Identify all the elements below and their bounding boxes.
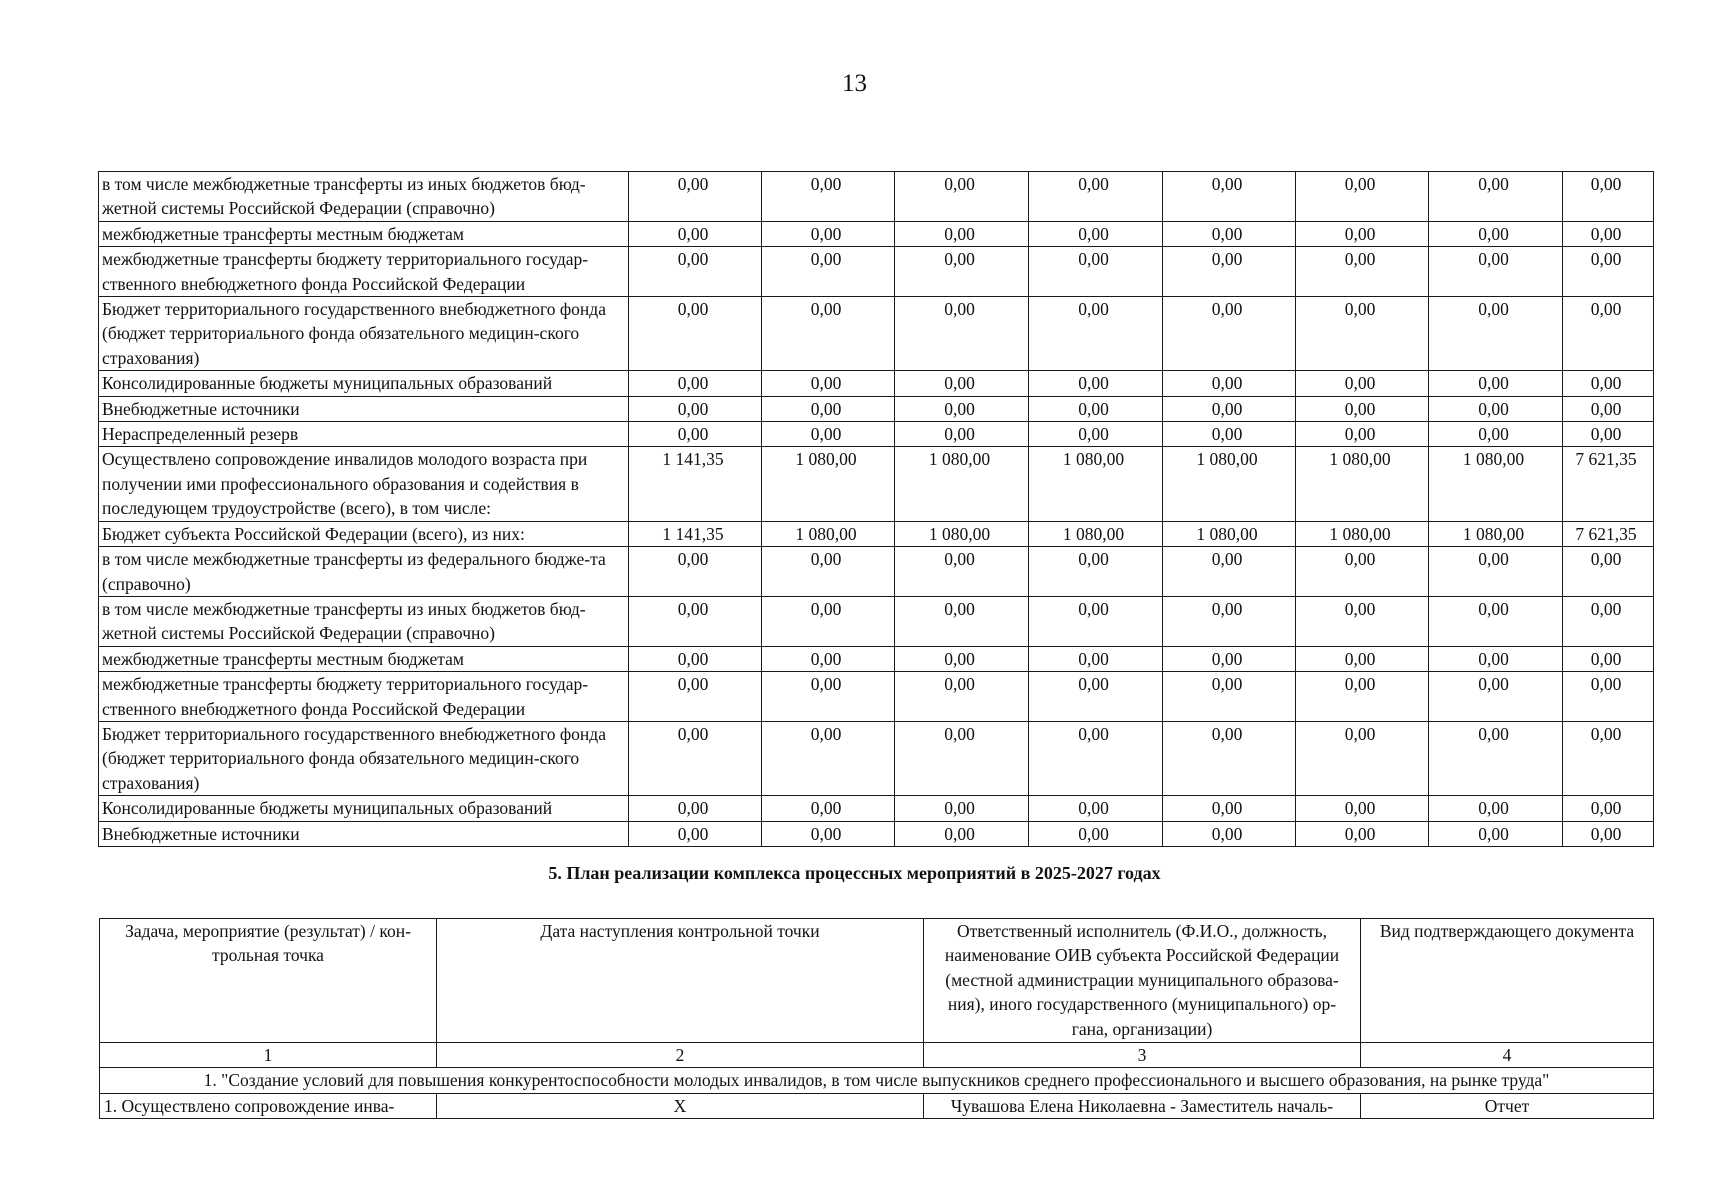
header-task: Задача, мероприятие (результат) / кон-трольная точка: [100, 919, 437, 1043]
value-cell: 0,00: [895, 547, 1029, 597]
value-cell: 0,00: [1029, 646, 1163, 671]
value-cell: 0,00: [1296, 672, 1429, 722]
total-cell: 0,00: [1563, 422, 1654, 447]
value-cell: 1 080,00: [895, 521, 1029, 546]
item-date: Х: [437, 1093, 924, 1118]
value-cell: 0,00: [629, 371, 762, 396]
row-label: Бюджет субъекта Российской Федерации (всего), из них:: [99, 521, 629, 546]
page-number: 13: [842, 70, 867, 97]
value-cell: 1 080,00: [1429, 521, 1563, 546]
column-number: 4: [1361, 1043, 1654, 1068]
value-cell: 0,00: [895, 371, 1029, 396]
value-cell: 0,00: [1029, 221, 1163, 246]
value-cell: 0,00: [1163, 172, 1296, 222]
value-cell: 0,00: [1296, 297, 1429, 371]
value-cell: 0,00: [629, 596, 762, 646]
value-cell: 0,00: [1163, 796, 1296, 821]
row-label: в том числе межбюджетные трансферты из федерального бюдже-та (справочно): [99, 547, 629, 597]
value-cell: 0,00: [762, 172, 895, 222]
total-cell: 0,00: [1563, 247, 1654, 297]
value-cell: 0,00: [895, 247, 1029, 297]
task-title: 1. "Создание условий для повышения конкурентоспособности молодых инвалидов, в том числе выпускников среднего профессионального и высшего образования, на рынке труда": [100, 1068, 1654, 1093]
plan-table: [99, 918, 1654, 1119]
value-cell: 0,00: [1296, 721, 1429, 795]
value-cell: 0,00: [1163, 821, 1296, 846]
table-row: [99, 672, 1654, 722]
table-row: [99, 521, 1654, 546]
row-label: Осуществлено сопровождение инвалидов молодого возраста при получении ими профессионального образования и содействия в последующем трудоустройстве (всего), в том числе:: [99, 447, 629, 521]
value-cell: 1 080,00: [1163, 447, 1296, 521]
value-cell: 0,00: [629, 297, 762, 371]
value-cell: 1 080,00: [1296, 521, 1429, 546]
value-cell: 0,00: [895, 297, 1029, 371]
value-cell: 0,00: [1029, 672, 1163, 722]
total-cell: 0,00: [1563, 221, 1654, 246]
value-cell: 0,00: [1029, 371, 1163, 396]
row-label: Внебюджетные источники: [99, 821, 629, 846]
value-cell: 0,00: [629, 247, 762, 297]
value-cell: 0,00: [1029, 796, 1163, 821]
value-cell: 0,00: [895, 721, 1029, 795]
value-cell: 0,00: [762, 596, 895, 646]
table-row: [99, 646, 1654, 671]
value-cell: 0,00: [629, 672, 762, 722]
value-cell: 0,00: [762, 221, 895, 246]
value-cell: 0,00: [1429, 796, 1563, 821]
column-number: 3: [924, 1043, 1361, 1068]
value-cell: 0,00: [1029, 247, 1163, 297]
value-cell: 0,00: [1163, 422, 1296, 447]
value-cell: 0,00: [762, 396, 895, 421]
column-number: 2: [437, 1043, 924, 1068]
value-cell: 0,00: [1029, 596, 1163, 646]
value-cell: 0,00: [1429, 721, 1563, 795]
value-cell: 0,00: [1029, 297, 1163, 371]
value-cell: 0,00: [1029, 721, 1163, 795]
total-cell: 0,00: [1563, 646, 1654, 671]
total-cell: 0,00: [1563, 796, 1654, 821]
table-row: [99, 821, 1654, 846]
value-cell: 0,00: [1029, 821, 1163, 846]
value-cell: 0,00: [1429, 221, 1563, 246]
value-cell: 0,00: [1163, 547, 1296, 597]
value-cell: 0,00: [1163, 672, 1296, 722]
total-cell: 0,00: [1563, 821, 1654, 846]
funding-table: [98, 171, 1654, 847]
value-cell: 0,00: [1029, 396, 1163, 421]
table-row: [99, 371, 1654, 396]
value-cell: 0,00: [629, 221, 762, 246]
value-cell: 0,00: [895, 396, 1029, 421]
value-cell: 0,00: [629, 422, 762, 447]
total-cell: 7 621,35: [1563, 447, 1654, 521]
value-cell: 0,00: [1429, 297, 1563, 371]
total-cell: 0,00: [1563, 172, 1654, 222]
value-cell: 0,00: [1429, 646, 1563, 671]
value-cell: 0,00: [1029, 547, 1163, 597]
total-cell: 0,00: [1563, 297, 1654, 371]
header-executor: Ответственный исполнитель (Ф.И.О., должность, наименование ОИВ субъекта Российской Федерации (местной администрации муниципального образова-ния), иного государственного (муниципального) ор-гана, организации): [924, 919, 1361, 1043]
value-cell: 0,00: [895, 596, 1029, 646]
table-row: [99, 297, 1654, 371]
value-cell: 0,00: [629, 821, 762, 846]
row-label: межбюджетные трансферты бюджету территориального государ-ственного внебюджетного фонда Российской Федерации: [99, 672, 629, 722]
table-row: [99, 221, 1654, 246]
table-row: [99, 447, 1654, 521]
table-row: [99, 172, 1654, 222]
value-cell: 0,00: [895, 672, 1029, 722]
table-row: [99, 721, 1654, 795]
value-cell: 0,00: [629, 396, 762, 421]
table-row: [99, 796, 1654, 821]
value-cell: 0,00: [1163, 371, 1296, 396]
column-number: 1: [100, 1043, 437, 1068]
value-cell: 0,00: [1296, 396, 1429, 421]
value-cell: 0,00: [1296, 821, 1429, 846]
row-label: Консолидированные бюджеты муниципальных образований: [99, 371, 629, 396]
value-cell: 0,00: [1163, 646, 1296, 671]
value-cell: 1 141,35: [629, 447, 762, 521]
value-cell: 0,00: [1163, 297, 1296, 371]
value-cell: 0,00: [1296, 422, 1429, 447]
value-cell: 1 141,35: [629, 521, 762, 546]
value-cell: 0,00: [1163, 396, 1296, 421]
value-cell: 0,00: [1429, 247, 1563, 297]
value-cell: 0,00: [1296, 646, 1429, 671]
value-cell: 0,00: [629, 721, 762, 795]
item-executor: Чувашова Елена Николаевна - Заместитель началь-: [924, 1093, 1361, 1118]
value-cell: 1 080,00: [762, 447, 895, 521]
value-cell: 0,00: [1429, 396, 1563, 421]
value-cell: 0,00: [629, 172, 762, 222]
row-label: межбюджетные трансферты бюджету территориального государ-ственного внебюджетного фонда Российской Федерации: [99, 247, 629, 297]
value-cell: 0,00: [1296, 221, 1429, 246]
value-cell: 1 080,00: [895, 447, 1029, 521]
row-label: межбюджетные трансферты местным бюджетам: [99, 646, 629, 671]
value-cell: 0,00: [1429, 422, 1563, 447]
value-cell: 0,00: [895, 221, 1029, 246]
value-cell: 0,00: [762, 672, 895, 722]
value-cell: 0,00: [1296, 547, 1429, 597]
value-cell: 0,00: [895, 172, 1029, 222]
value-cell: 0,00: [895, 821, 1029, 846]
value-cell: 0,00: [762, 371, 895, 396]
value-cell: 1 080,00: [1429, 447, 1563, 521]
value-cell: 0,00: [762, 646, 895, 671]
value-cell: 0,00: [1429, 596, 1563, 646]
header-document: Вид подтверждающего документа: [1361, 919, 1654, 1043]
total-cell: 0,00: [1563, 721, 1654, 795]
value-cell: 0,00: [762, 721, 895, 795]
value-cell: 0,00: [762, 297, 895, 371]
funding-table-body: [99, 172, 1654, 847]
value-cell: 0,00: [895, 422, 1029, 447]
value-cell: 0,00: [762, 547, 895, 597]
value-cell: 0,00: [762, 821, 895, 846]
value-cell: 0,00: [1429, 821, 1563, 846]
row-label: Бюджет территориального государственного внебюджетного фонда (бюджет территориального фонда обязательного медицин-ского страхования): [99, 721, 629, 795]
value-cell: 0,00: [1296, 371, 1429, 396]
value-cell: 0,00: [895, 646, 1029, 671]
value-cell: 0,00: [1429, 172, 1563, 222]
total-cell: 0,00: [1563, 596, 1654, 646]
value-cell: 1 080,00: [1029, 521, 1163, 546]
value-cell: 0,00: [629, 646, 762, 671]
value-cell: 0,00: [1429, 547, 1563, 597]
value-cell: 0,00: [1296, 247, 1429, 297]
value-cell: 1 080,00: [1296, 447, 1429, 521]
plan-column-numbers-row: [100, 1043, 1654, 1068]
section-title: 5. План реализации комплекса процессных мероприятий в 2025-2027 годах: [548, 863, 1161, 883]
value-cell: 0,00: [762, 247, 895, 297]
total-cell: 7 621,35: [1563, 521, 1654, 546]
value-cell: 0,00: [1029, 422, 1163, 447]
row-label: межбюджетные трансферты местным бюджетам: [99, 221, 629, 246]
value-cell: 0,00: [1163, 721, 1296, 795]
total-cell: 0,00: [1563, 396, 1654, 421]
plan-item-row: [100, 1093, 1654, 1118]
value-cell: 0,00: [1163, 596, 1296, 646]
value-cell: 1 080,00: [1029, 447, 1163, 521]
value-cell: 0,00: [629, 547, 762, 597]
item-measure: 1. Осуществлено сопровождение инва-: [100, 1093, 437, 1118]
value-cell: 0,00: [1429, 672, 1563, 722]
value-cell: 0,00: [1163, 247, 1296, 297]
total-cell: 0,00: [1563, 371, 1654, 396]
total-cell: 0,00: [1563, 547, 1654, 597]
header-date: Дата наступления контрольной точки: [437, 919, 924, 1043]
row-label: Консолидированные бюджеты муниципальных образований: [99, 796, 629, 821]
row-label: в том числе межбюджетные трансферты из иных бюджетов бюд-жетной системы Российской Федерации (справочно): [99, 172, 629, 222]
table-row: [99, 596, 1654, 646]
row-label: в том числе межбюджетные трансферты из иных бюджетов бюд-жетной системы Российской Федерации (справочно): [99, 596, 629, 646]
value-cell: 0,00: [762, 422, 895, 447]
item-document: Отчет: [1361, 1093, 1654, 1118]
plan-header-row: [100, 919, 1654, 1043]
table-row: [99, 422, 1654, 447]
value-cell: 0,00: [895, 796, 1029, 821]
table-row: [99, 396, 1654, 421]
row-label: Бюджет территориального государственного внебюджетного фонда (бюджет территориального фонда обязательного медицин-ского страхования): [99, 297, 629, 371]
value-cell: 0,00: [762, 796, 895, 821]
plan-task-row: [100, 1068, 1654, 1093]
value-cell: 0,00: [1429, 371, 1563, 396]
value-cell: 1 080,00: [1163, 521, 1296, 546]
total-cell: 0,00: [1563, 672, 1654, 722]
value-cell: 0,00: [1029, 172, 1163, 222]
value-cell: 0,00: [1296, 172, 1429, 222]
table-row: [99, 247, 1654, 297]
value-cell: 0,00: [1296, 796, 1429, 821]
value-cell: 0,00: [1163, 221, 1296, 246]
value-cell: 0,00: [1296, 596, 1429, 646]
value-cell: 1 080,00: [762, 521, 895, 546]
value-cell: 0,00: [629, 796, 762, 821]
row-label: Нераспределенный резерв: [99, 422, 629, 447]
table-row: [99, 547, 1654, 597]
row-label: Внебюджетные источники: [99, 396, 629, 421]
